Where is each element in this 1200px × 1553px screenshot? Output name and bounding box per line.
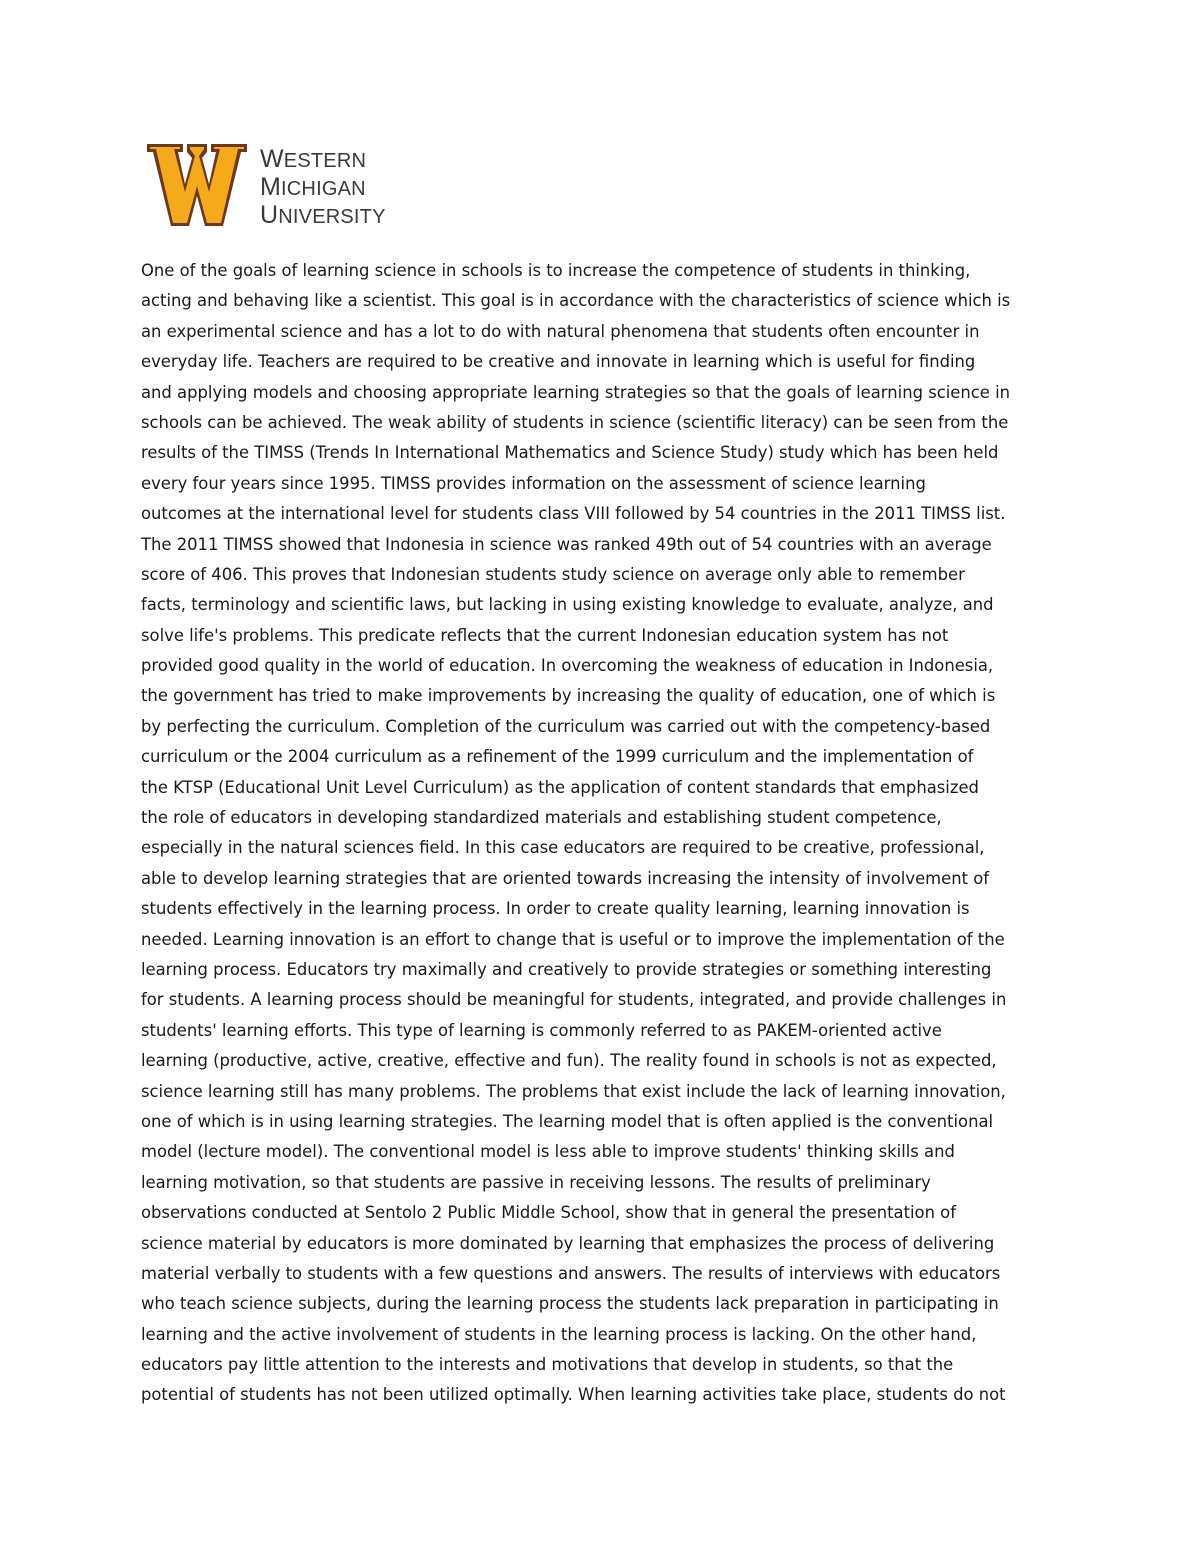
text-line: The 2011 TIMSS showed that Indonesia in science was ranked 49th out of 54 countries with an average [141, 534, 992, 554]
text-line: students effectively in the learning process. In order to create quality learning, learning innovation is [141, 899, 970, 919]
university-name [260, 146, 386, 230]
logo-line-university: UNIVERSITY [260, 201, 386, 229]
text-line: needed. Learning innovation is an effort to change that is useful or to improve the implementation of the [141, 929, 1005, 949]
body-paragraph [141, 256, 1071, 1411]
text-line: science material by educators is more dominated by learning that emphasizes the process of delivering [141, 1233, 995, 1253]
text-line: learning motivation, so that students are passive in receiving lessons. The results of preliminary [141, 1172, 931, 1192]
text-line: learning (productive, active, creative, effective and fun). The reality found in schools is not as expected, [141, 1051, 997, 1071]
wmu-w-logo-icon [147, 140, 247, 230]
text-line: able to develop learning strategies that are oriented towards increasing the intensity of involvement of [141, 868, 990, 888]
text-line: material verbally to students with a few questions and answers. The results of interviews with educators [141, 1263, 1001, 1283]
text-line: for students. A learning process should be meaningful for students, integrated, and provide challenges in [141, 990, 1007, 1010]
text-line: learning process. Educators try maximally and creatively to provide strategies or something interesting [141, 959, 992, 979]
university-logo [147, 140, 409, 232]
text-line: observations conducted at Sentolo 2 Public Middle School, show that in general the presentation of [141, 1203, 956, 1223]
text-line: acting and behaving like a scientist. This goal is in accordance with the characteristics of science which is [141, 291, 1011, 311]
text-line: curriculum or the 2004 curriculum as a refinement of the 1999 curriculum and the implementation of [141, 747, 974, 767]
text-line: everyday life. Teachers are required to be creative and innovate in learning which is useful for finding [141, 352, 976, 372]
text-line: facts, terminology and scientific laws, but lacking in using existing knowledge to evaluate, analyze, and [141, 595, 994, 615]
text-line: educators pay little attention to the interests and motivations that develop in students, so that the [141, 1355, 954, 1375]
text-line: the role of educators in developing standardized materials and establishing student competence, [141, 808, 942, 828]
text-line: science learning still has many problems. The problems that exist include the lack of learning innovation, [141, 1081, 1006, 1101]
text-line: outcomes at the international level for students class VIII followed by 54 countries in the 2011 TIMSS list. [141, 504, 1006, 524]
text-line: by perfecting the curriculum. Completion of the curriculum was carried out with the competency-based [141, 716, 991, 736]
text-line: and applying models and choosing appropriate learning strategies so that the goals of learning science in [141, 382, 1011, 402]
text-line: students' learning efforts. This type of learning is commonly referred to as PAKEM-oriented active [141, 1020, 942, 1040]
text-line: the KTSP (Educational Unit Level Curriculum) as the application of content standards that emphasized [141, 777, 979, 797]
text-line: model (lecture model). The conventional model is less able to improve students' thinking skills and [141, 1142, 955, 1162]
text-line: every four years since 1995. TIMSS provides information on the assessment of science learning [141, 473, 926, 493]
text-line: score of 406. This proves that Indonesian students study science on average only able to remember [141, 564, 965, 584]
text-line: the government has tried to make improvements by increasing the quality of education, one of which is [141, 686, 996, 706]
text-line: an experimental science and has a lot to do with natural phenomena that students often encounter in [141, 321, 980, 341]
text-line: provided good quality in the world of education. In overcoming the weakness of education in Indonesia, [141, 656, 994, 676]
text-line: one of which is in using learning strategies. The learning model that is often applied is the conventional [141, 1111, 994, 1131]
text-line: especially in the natural sciences field. In this case educators are required to be creative, professional, [141, 838, 985, 858]
text-line: results of the TIMSS (Trends In International Mathematics and Science Study) study which has been held [141, 443, 999, 463]
text-line: solve life's problems. This predicate reflects that the current Indonesian education system has not [141, 625, 949, 645]
text-line: learning and the active involvement of students in the learning process is lacking. On the other hand, [141, 1324, 977, 1344]
text-line: One of the goals of learning science in schools is to increase the competence of students in thinking, [141, 261, 971, 280]
logo-line-western: WESTERN [260, 145, 367, 173]
text-line: schools can be achieved. The weak ability of students in science (scientific literacy) can be seen from the [141, 412, 1009, 432]
text-line: who teach science subjects, during the learning process the students lack preparation in participating in [141, 1294, 999, 1314]
logo-line-michigan: MICHIGAN [260, 173, 366, 201]
text-line: potential of students has not been utilized optimally. When learning activities take place, students do not [141, 1385, 1006, 1405]
